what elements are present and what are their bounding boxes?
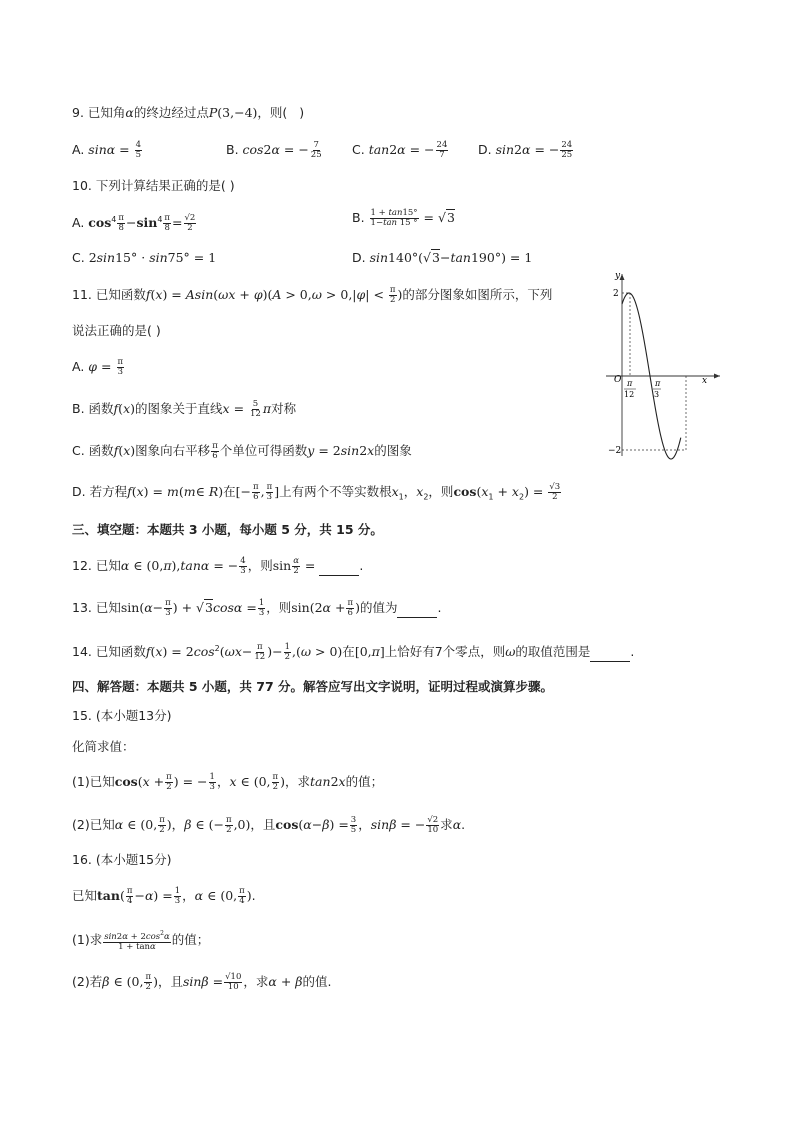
q15-part1: (1)已知cos(x + $\frac{\pi}{2}$ ) = − $\frac{1}{3}$ ，x ∈ (0, $\frac{\pi}{2}$ )，求tan2x的值；: [72, 772, 384, 792]
y-max-label: 2: [613, 289, 619, 299]
q15-head: 15. (本小题13分): [72, 708, 172, 723]
q16-head: 16. (本小题15分): [72, 852, 172, 867]
q11-stem-continued: 说法正确的是( ): [72, 323, 161, 338]
q11-option-b: B. 函数f(x)的图象关于直线x = $\frac{5}{12}$ π对称: [72, 399, 297, 419]
section-solution-heading: 四、解答题：本题共 5 小题，共 77 分。解答应写出文字说明，证明过程或演算步骤。: [72, 679, 554, 694]
y-axis-arrow: [620, 274, 625, 280]
svg-text:π: π: [627, 379, 633, 388]
q10-stem: 10. 下列计算结果正确的是( ): [72, 178, 235, 193]
q9-option-b: B. cos2α = − $\frac{7}{25}$: [226, 140, 322, 160]
x-axis-arrow: [714, 374, 720, 379]
q9-option-d: D. sin2α = − $\frac{24}{25}$: [478, 140, 573, 160]
origin-label: O: [614, 375, 622, 385]
q11-stem: 11. 已知函数f(x) = Asin(ωx + φ)(A > 0,ω > 0,|φ| < $\frac{\pi}{2}$ )的部分图象如图所示，下列: [72, 285, 553, 305]
y-axis-label: y: [615, 271, 621, 281]
q10-option-c: C. 2sin15° · sin75° = 1: [72, 250, 217, 265]
q9-option-c: C. tan2α = − $\frac{24}{7}$: [352, 140, 448, 160]
q16-part1: (1)求 $\frac{\sin 2\alpha + 2\cos^2\alpha}{1 + \tan\alpha}$ 的值；: [72, 930, 210, 952]
q15-intro: 化简求值：: [72, 739, 135, 754]
q9-stem: 9. 已知角α的终边经过点P(3,−4)，则( ): [72, 105, 305, 120]
svg-text:3: 3: [654, 390, 660, 399]
q16-intro: 已知tan( $\frac{\pi}{4}$ −α) = $\frac{1}{3}$ ，α ∈ (0, $\frac{\pi}{4}$ ).: [72, 886, 256, 906]
q10-option-b: B. $\frac{1 + \tan 15^\circ}{1-\tan 15 ^\circ}$ = √3: [352, 208, 455, 228]
q10-option-a: A. $\cos^4$ $\frac{\pi}{8}$ $-\sin^4$ $\frac{\pi}{8}$ = $\frac{√2}{2}$: [72, 213, 196, 234]
q11-option-a: A. φ = $\frac{\pi}{3}$: [72, 357, 124, 377]
q15-part2: (2)已知α ∈ (0, $\frac{\pi}{2}$ )，β ∈ (− $\frac{\pi}{2}$ ,0)，且cos(α−β) = $\frac{3}{5}$ ，sinβ = − $\frac{√2}{10}$ 求α.: [72, 815, 466, 835]
q11-option-d: D. 若方程f(x) = m(m∈ R)在[− $\frac{\pi}{6}$ , $\frac{\pi}{3}$ ]上有两个不等实数根$x_1$，$x_2$，则$\cos(x_1 + x_2)$ = $\frac{√3}{2}$: [72, 482, 561, 502]
q12-answer-blank[interactable]: [319, 563, 359, 576]
q14-answer-blank[interactable]: [590, 649, 630, 662]
q10-option-d: D. sin140°(√3−tan190°) = 1: [352, 250, 533, 265]
tick-pi-over-12: [624, 379, 636, 399]
x-axis-label: x: [702, 376, 708, 386]
q11-guides: [622, 293, 686, 450]
q16-part2: (2)若β ∈ (0, $\frac{\pi}{2}$ )，且sinβ = $\frac{√10}{10}$ ，求α + β的值.: [72, 972, 332, 992]
y-min-label: −2: [608, 446, 622, 456]
q13: 13. 已知sin(α− $\frac{\pi}{3}$ ) + √3cosα = $\frac{1}{3}$ ，则sin(2α + $\frac{\pi}{6}$ )的值为 .: [72, 598, 442, 618]
q9-option-a: A. sinα = $\frac{4}{5}$: [72, 140, 142, 160]
tick-pi-over-3: [653, 379, 661, 399]
svg-text:12: 12: [624, 390, 635, 399]
section-fill-in-heading: 三、填空题：本题共 3 小题，每小题 5 分，共 15 分。: [72, 522, 383, 537]
q11-function-graph: [598, 268, 728, 460]
q12: 12. 已知α ∈ (0,π),tanα = − $\frac{4}{3}$ ，则sin $\frac{\alpha}{2}$ = .: [72, 556, 364, 576]
q11-option-c: C. 函数f(x)图象向右平移 $\frac{\pi}{6}$ 个单位可得函数y = 2sin2x的图象: [72, 441, 412, 461]
svg-text:π: π: [655, 379, 661, 388]
q14: 14. 已知函数$f(x) = 2\cos^2(\omega x-$ $\frac{\pi}{12}$ )− $\frac{1}{2}$ ,(ω > 0)在[0,π]上恰好有7个零点，则ω的取值范围是 .: [72, 642, 635, 663]
q13-answer-blank[interactable]: [397, 605, 437, 618]
